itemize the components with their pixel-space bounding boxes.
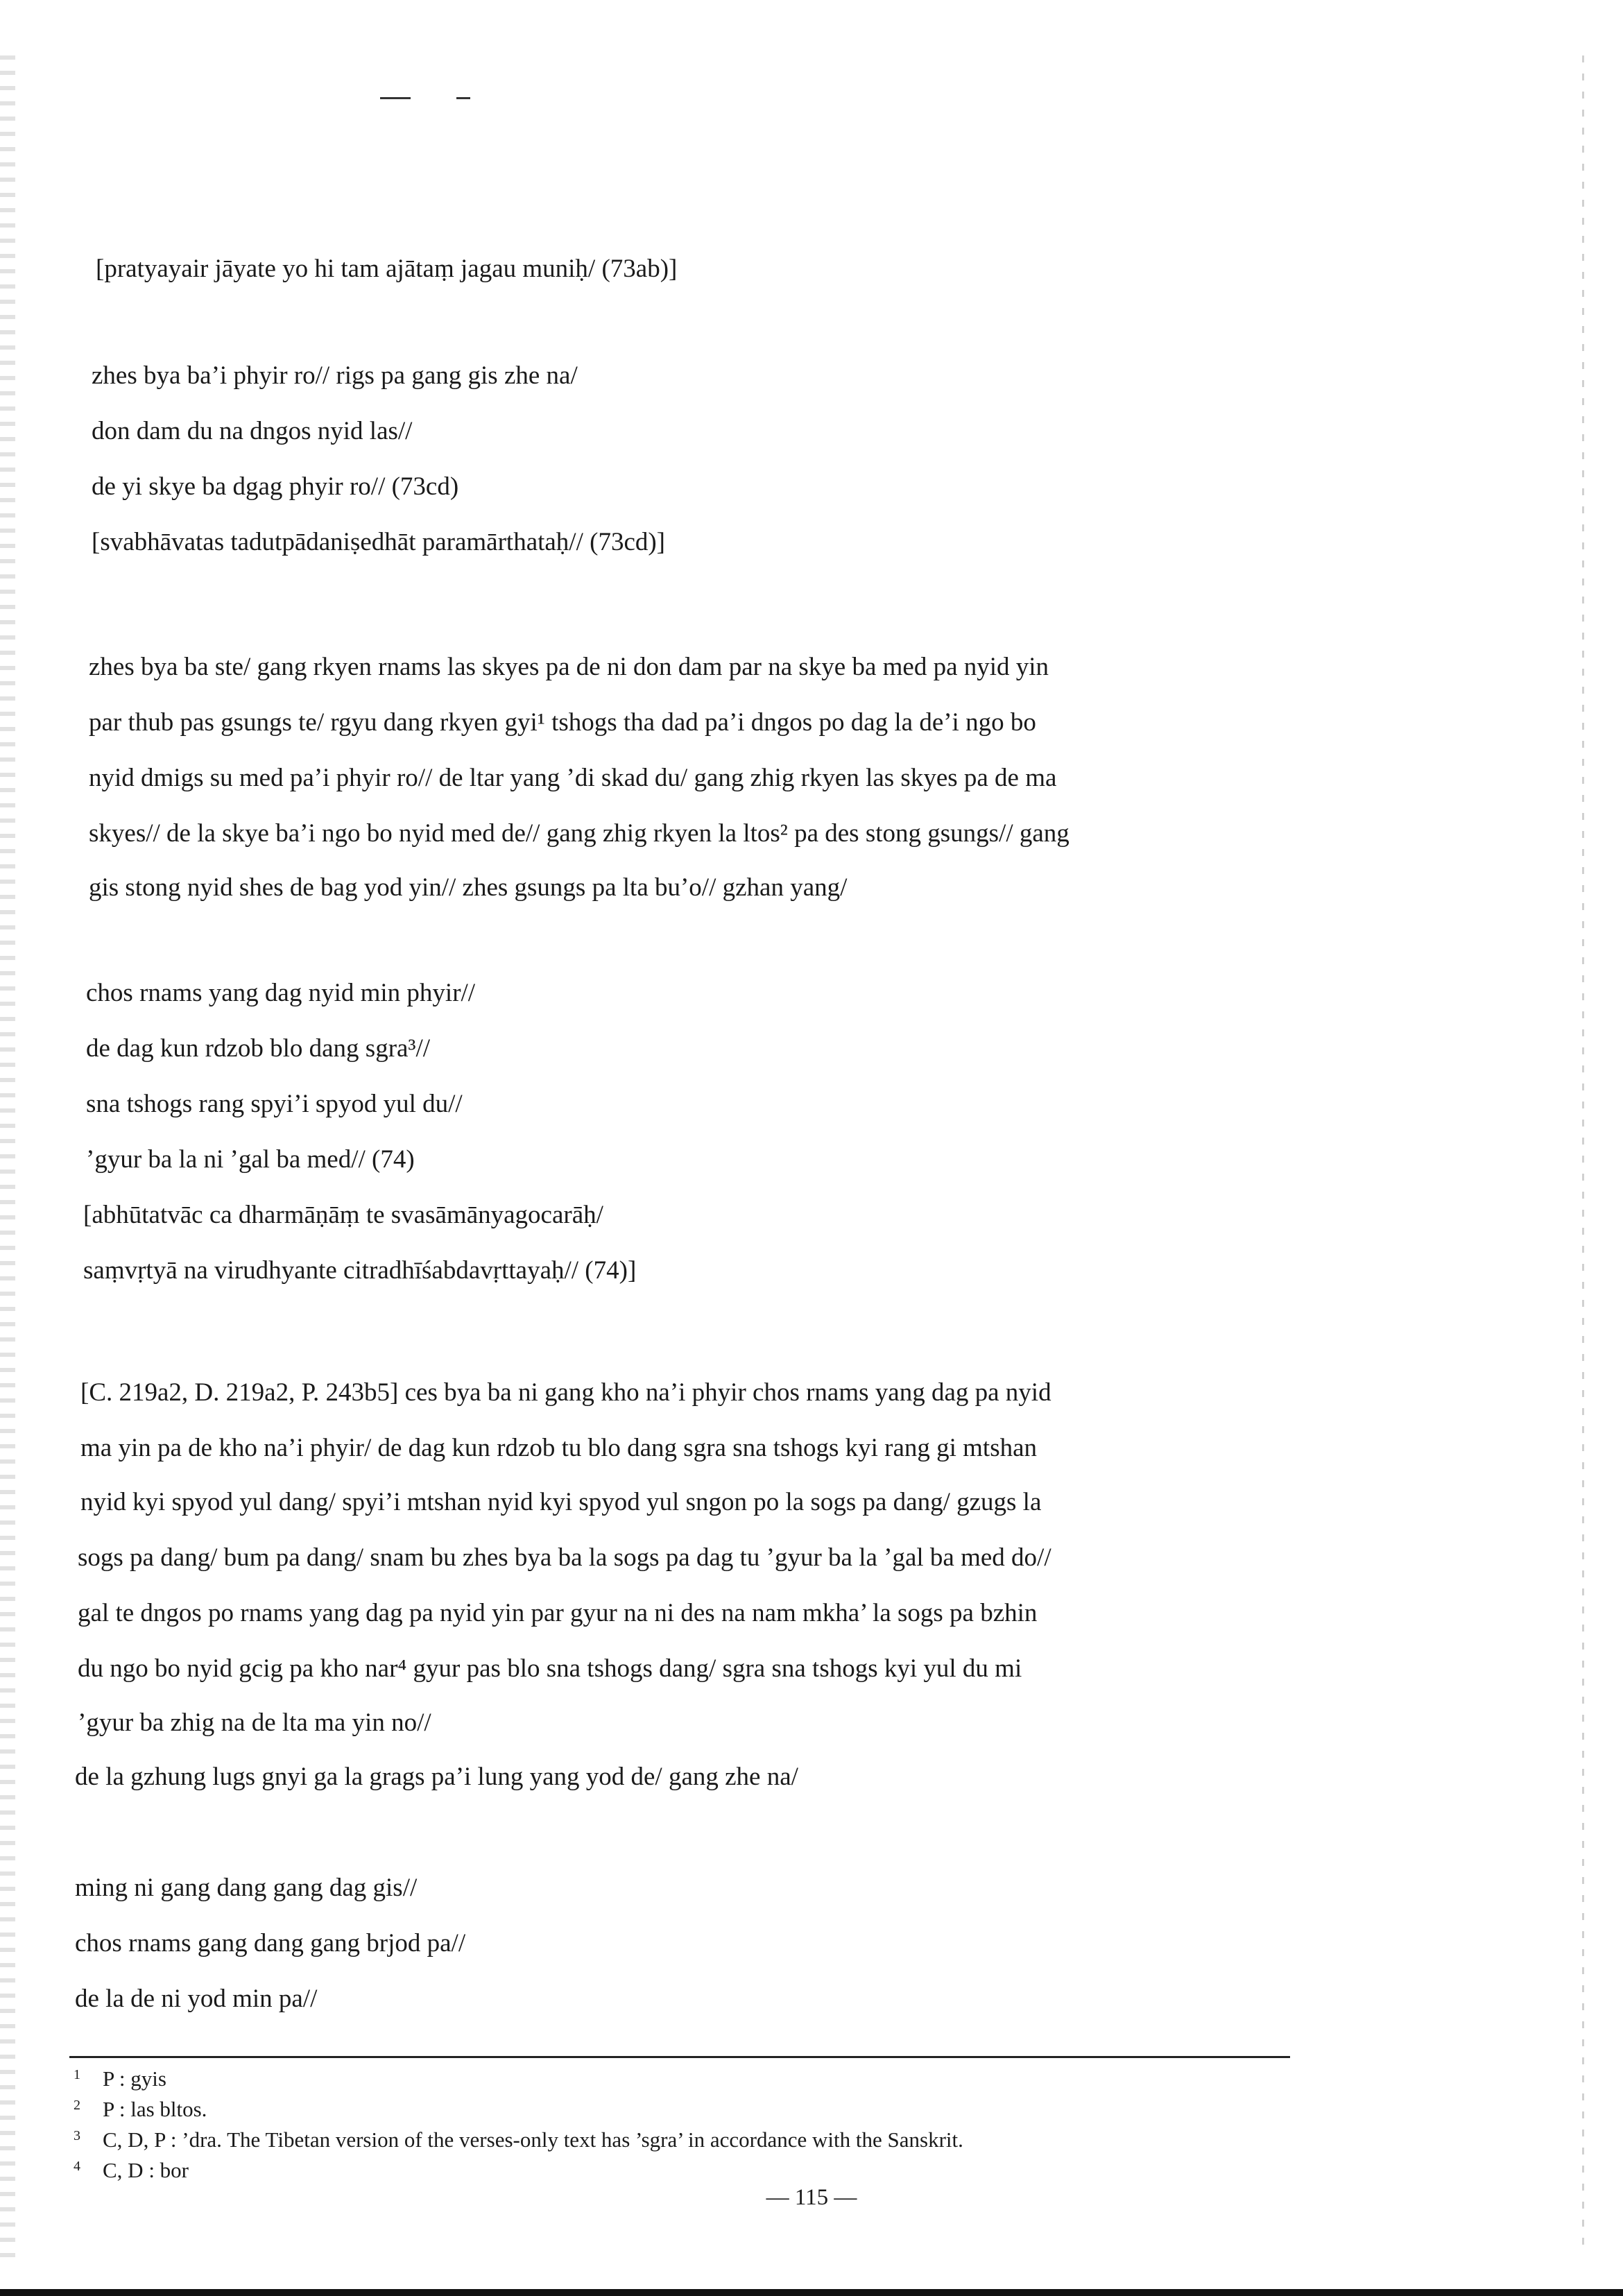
text-line: ’gyur ba la ni ’gal ba med// (74)	[86, 1145, 415, 1174]
text-line: saṃvṛtyā na virudhyante citradhīśabdavṛttayaḥ// (74)]	[83, 1256, 637, 1285]
text-line: chos rnams gang dang gang brjod pa//	[75, 1929, 466, 1957]
text-line: nyid dmigs su med pa’i phyir ro// de ltar yang ’di skad du/ gang zhig rkyen las skyes pa de ma	[89, 764, 1057, 792]
scan-bottom-edge	[0, 2289, 1623, 2296]
scan-mark	[380, 97, 411, 99]
footnote	[74, 2127, 963, 2153]
text-line: par thub pas gsungs te/ rgyu dang rkyen gyi¹ tshogs tha dad pa’i dngos po dag la de’i ngo bo	[89, 708, 1036, 737]
text-line: zhes bya ba ste/ gang rkyen rnams las skyes pa de ni don dam par na skye ba med pa nyid yin	[89, 653, 1049, 681]
text-line: zhes bya ba’i phyir ro// rigs pa gang gis zhe na/	[92, 361, 578, 390]
text-line: nyid kyi spyod yul dang/ spyi’i mtshan nyid kyi spyod yul sngon po la sogs pa dang/ gzugs la	[80, 1488, 1042, 1516]
footnote-mark: 3	[74, 2128, 80, 2143]
page-number: — 115 —	[766, 2185, 857, 2210]
footnote	[74, 2096, 207, 2123]
text-line: [svabhāvatas tadutpādaniṣedhāt paramārthataḥ// (73cd)]	[92, 528, 666, 556]
footnote	[74, 2066, 166, 2092]
text-line: sogs pa dang/ bum pa dang/ snam bu zhes bya ba la sogs pa dag tu ’gyur ba la ’gal ba med do//	[78, 1543, 1051, 1572]
text-line: gis stong nyid shes de bag yod yin// zhes gsungs pa lta bu’o// gzhan yang/	[89, 873, 848, 902]
footnote-text: P : las bltos.	[103, 2097, 207, 2121]
text-line: [C. 219a2, D. 219a2, P. 243b5] ces bya ba ni gang kho na’i phyir chos rnams yang dag pa nyid	[80, 1378, 1051, 1407]
footnote-mark: 1	[74, 2067, 80, 2082]
footnote	[74, 2157, 189, 2184]
text-line: skyes// de la skye ba’i ngo bo nyid med de// gang zhig rkyen la ltos² pa des stong gsungs// gang	[89, 819, 1070, 848]
footnote-divider	[69, 2056, 1290, 2058]
text-line: de yi skye ba dgag phyir ro// (73cd)	[92, 472, 459, 501]
footnote-text: C, D : bor	[103, 2158, 189, 2182]
text-line: chos rnams yang dag nyid min phyir//	[86, 979, 476, 1007]
text-line: sna tshogs rang spyi’i spyod yul du//	[86, 1090, 463, 1118]
text-line: ’gyur ba zhig na de lta ma yin no//	[78, 1708, 431, 1737]
footnote-text: C, D, P : ’dra. The Tibetan version of the verses-only text has ’sgra’ in accordance with the Sanskrit.	[103, 2127, 963, 2152]
text-line: du ngo bo nyid gcig pa kho nar⁴ gyur pas blo sna tshogs dang/ sgra sna tshogs kyi yul du mi	[78, 1654, 1022, 1683]
scan-mark	[456, 97, 470, 99]
text-line: [pratyayair jāyate yo hi tam ajātaṃ jagau muniḥ/ (73ab)]	[96, 255, 678, 283]
text-line: de la de ni yod min pa//	[75, 1985, 318, 2013]
footnote-text: P : gyis	[103, 2066, 166, 2091]
text-line: de la gzhung lugs gnyi ga la grags pa’i lung yang yod de/ gang zhe na/	[75, 1763, 798, 1791]
text-line: ming ni gang dang gang dag gis//	[75, 1874, 418, 1902]
footnote-mark: 4	[74, 2159, 80, 2174]
text-line: ma yin pa de kho na’i phyir/ de dag kun rdzob tu blo dang sgra sna tshogs kyi rang gi mtshan	[80, 1434, 1038, 1462]
text-line: gal te dngos po rnams yang dag pa nyid yin par gyur na ni des na nam mkha’ la sogs pa bzhin	[78, 1599, 1038, 1627]
text-line: de dag kun rdzob blo dang sgra³//	[86, 1034, 431, 1063]
scan-edge-left	[0, 55, 15, 2261]
text-line: [abhūtatvāc ca dharmāṇāṃ te svasāmānyagocarāḥ/	[83, 1201, 603, 1229]
footnote-mark: 2	[74, 2098, 80, 2113]
scan-edge-right	[1582, 55, 1584, 2247]
text-line: don dam du na dngos nyid las//	[92, 417, 413, 445]
